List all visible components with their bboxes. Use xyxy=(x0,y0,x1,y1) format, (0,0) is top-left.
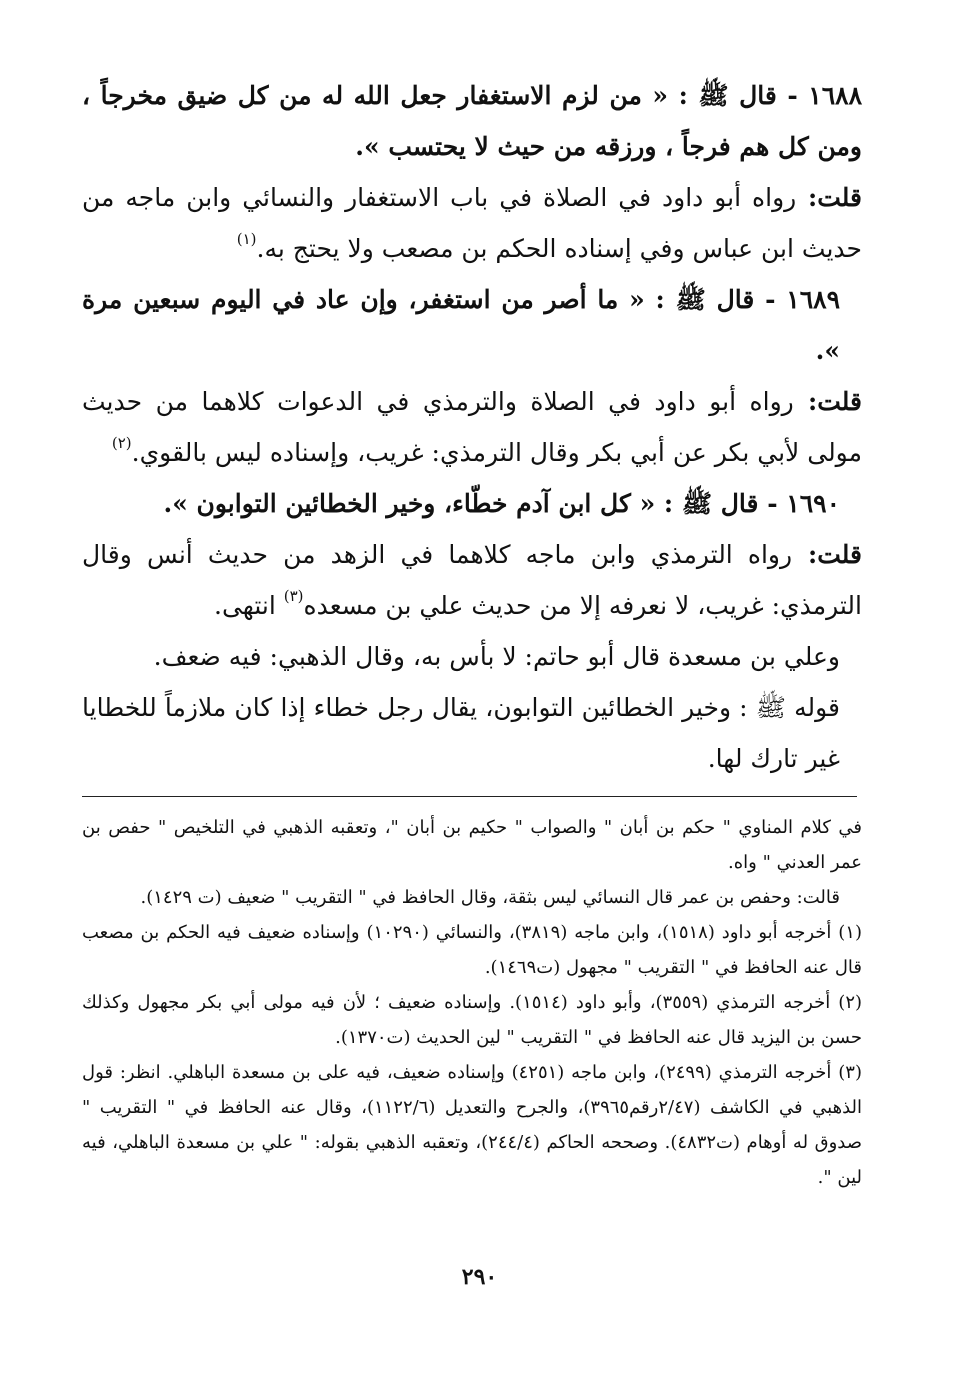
footnote-continued-2: قالت: وحفص بن عمر قال النسائي ليس بثقة، وقال الحافظ في " التقريب " ضعيف (ت ١٤٢٩). xyxy=(140,887,840,908)
hadith-1690 xyxy=(82,478,862,529)
qult-label: قلت: xyxy=(792,540,862,569)
hadith-1688 xyxy=(82,70,862,172)
hadith-number: ١٦٨٨ xyxy=(808,81,862,110)
footnote-ref-1[interactable]: (١) xyxy=(236,229,257,248)
hadith-text: - قال ﷺ : « ما أصر من استغفر، وإن عاد في اليوم سبعين مرة ». xyxy=(82,285,840,365)
commentary-text: رواه أبو داود في الصلاة في باب الاستغفار والنسائي وابن ماجه من حديث ابن عباس وفي إسناده الحكم بن مصعب ولا يحتج به. xyxy=(82,183,862,263)
commentary-end: انتهى. xyxy=(214,591,284,620)
footnote-ref-2[interactable]: (٢) xyxy=(111,433,132,452)
hadith-number: ١٦٨٩ xyxy=(786,285,840,314)
hadith-text: - قال ﷺ : « كل ابن آدم خطّاء، وخير الخطائين التوابون ». xyxy=(163,489,787,518)
explanation: قوله ﷺ : وخير الخطائين التوابون، يقال رجل خطاء إذا كان ملازماً للخطايا غير تارك لها. xyxy=(82,693,840,773)
footnote-divider xyxy=(82,796,857,797)
commentary-text: رواه أبو داود في الصلاة والترمذي في الدعوات كلاهما من حديث مولى لأبي بكر عن أبي بكر وقال الترمذي: غريب، وإسناده ليس بالقوي. xyxy=(82,387,862,467)
qult-label: قلت: xyxy=(793,387,862,416)
commentary-1690 xyxy=(82,529,862,631)
footnote-2: (٢) أخرجه الترمذي (٣٥٥٩)، وأبو داود (١٥١٤). وإسناده ضعيف ؛ لأن فيه مولى أبي بكر مجهول وكذلك حسن بن اليزيد قال عنه الحافظ في " التقريب " لين الحديث (ت١٣٧٠). xyxy=(82,992,863,1048)
footnote-continued: في كلام المناوي " حكم بن أبان " والصواب " حكيم بن أبان "، وتعقبه الذهبي في التلخيص " حفص بن عمر العدني " واه. xyxy=(82,817,862,873)
footnotes xyxy=(82,810,862,1195)
page-number: ٢٩٠ xyxy=(461,1264,498,1290)
hadith-text: - قال ﷺ : « من لزم الاستغفار جعل الله له من كل ضيق مخرجاً ، ومن كل هم فرجاً ، ورزقه من حيث لا يحتسب ». xyxy=(82,81,862,161)
qult-label: قلت: xyxy=(796,183,862,212)
commentary-1688 xyxy=(82,172,862,274)
footnote-ref-3[interactable]: (٣) xyxy=(283,586,304,605)
footnote-3: (٣) أخرجه الترمذي (٢٤٩٩)، وابن ماجه (٤٢٥١) وإسناده ضعيف، فيه على بن مسعدة الباهلي. انظر: قول الذهبي في الكاشف (٢/٤٧رقم٣٩٦٥)، والجرح والتعديل (١١٢٢/٦)، وقال عنه الحافظ في " التقريب " صدوق له أوهام (ت٤٨٣٢). وصححه الحاكم (٢٤٤/٤)، وتعقبه الذهبي بقوله: " علي بن مسعدة الباهلي، فيه لين ". xyxy=(82,1062,862,1188)
hadith-1689 xyxy=(82,274,862,376)
narrator-note: وعلي بن مسعدة قال أبو حاتم: لا بأس به، وقال الذهبي: فيه ضعف. xyxy=(153,642,840,671)
hadith-number: ١٦٩٠ xyxy=(786,489,840,518)
footnote-1: (١) أخرجه أبو داود (١٥١٨)، وابن ماجه (٣٨١٩)، والنسائي (١٠٢٩٠) وإسناده ضعيف فيه الحكم بن مصعب قال عنه الحافظ في " التقريب " مجهول (ت١٤٦٩). xyxy=(82,922,862,978)
commentary-1689 xyxy=(82,376,862,478)
commentary-text: رواه الترمذي وابن ماجه كلاهما في الزهد من حديث أنس وقال الترمذي: غريب، لا نعرفه إلا من حديث علي بن مسعده xyxy=(82,540,862,620)
main-text xyxy=(82,70,862,784)
